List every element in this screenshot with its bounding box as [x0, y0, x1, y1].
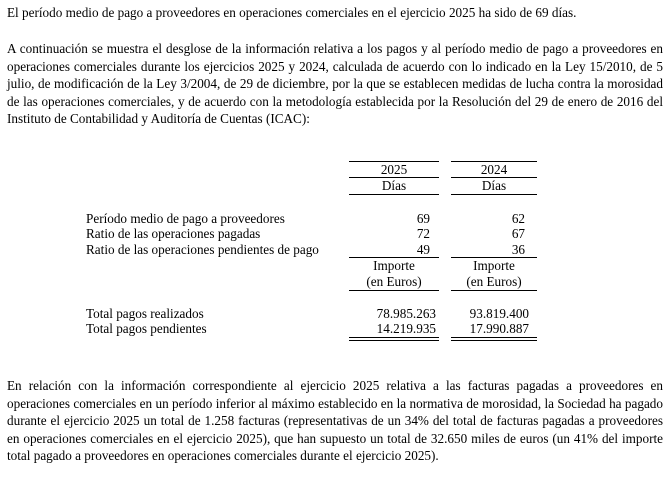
row-value-2025: 72: [416, 226, 430, 241]
year-2025-header: 2025: [380, 162, 408, 177]
row-label: Ratio de las operaciones pendientes de pago: [86, 242, 319, 257]
row-value-2025: 78.985.263: [376, 306, 436, 321]
unit-euros-2025: (en Euros): [366, 274, 422, 289]
table-row: [7, 226, 663, 241]
header-bottom-rule-2024: [451, 194, 537, 195]
amount-unit-row-2: [7, 274, 663, 289]
desglose-paragraph: A continuación se muestra el desglose de la información relativa a los pagos y al período medio de pago a proveedores en operaciones comerciales durante los ejercicios 2025 y 2024, calculada de acuerdo con lo indicado en la Ley 15/2010, de 5 julio, de modificación de la Ley 3/2004, de 29 de diciembre, por la que se establecen medidas de lucha contra la morosidad de las operaciones comerciales, y de acuerdo con la metodología establecida por la Resolución del 29 de enero de 2016 del Instituto de Contabilidad y Auditoría de Cuentas (ICAC):: [7, 41, 663, 127]
unit-euros-2024: (en Euros): [466, 274, 522, 289]
table-row: [7, 321, 663, 336]
table-row: [7, 306, 663, 321]
row-value-2024: 36: [511, 242, 525, 257]
row-value-2024: 67: [511, 226, 525, 241]
intro-paragraph: El período medio de pago a proveedores en operaciones comerciales en el ejercicio 2025 ha sido de 69 días.: [7, 5, 577, 20]
row-value-2025: 49: [416, 242, 430, 257]
unit-days-2024: Días: [481, 178, 507, 193]
row-label: Ratio de las operaciones pagadas: [86, 226, 261, 241]
row-value-2025: 14.219.935: [376, 321, 436, 336]
row-label: Total pagos realizados: [86, 306, 204, 321]
header-unit-row: [7, 178, 663, 193]
header-bottom-rule-2025: [349, 194, 439, 195]
unit-days-2025: Días: [381, 178, 407, 193]
table-row: [7, 211, 663, 226]
table-row: [7, 242, 663, 257]
unit-amount-2025: Importe: [373, 258, 415, 273]
unit-amount-2024: Importe: [473, 258, 515, 273]
row-value-2024: 62: [511, 211, 525, 226]
row-label: Período medio de pago a proveedores: [86, 211, 285, 226]
row-value-2024: 17.990.887: [469, 321, 529, 336]
row-label: Total pagos pendientes: [86, 321, 207, 336]
total-double-rule-2025: [349, 337, 439, 341]
relacion-paragraph: En relación con la información correspondiente al ejercicio 2025 relativa a las facturas pagadas a proveedores en operaciones comerciales en un período inferior al máximo establecido en la normativa de morosidad, la Sociedad ha pagado durante el ejercicio 2025 un total de 1.258 facturas (representativas de un 34% del total de facturas pagadas a proveedores en operaciones comerciales en el ejercicio 2025), que han supuesto un total de 32.650 miles de euros (un 41% del importe total pagado a proveedores en operaciones comerciales durante el ejercicio 2025).: [7, 378, 663, 464]
row-value-2025: 69: [416, 211, 430, 226]
amount-header-rule-2025: [349, 290, 439, 291]
header-year-row: [7, 162, 663, 177]
amount-header-rule-2024: [451, 290, 537, 291]
amount-unit-row-1: [7, 258, 663, 273]
year-2024-header: 2024: [480, 162, 508, 177]
total-double-rule-2024: [451, 337, 537, 341]
row-value-2024: 93.819.400: [469, 306, 529, 321]
